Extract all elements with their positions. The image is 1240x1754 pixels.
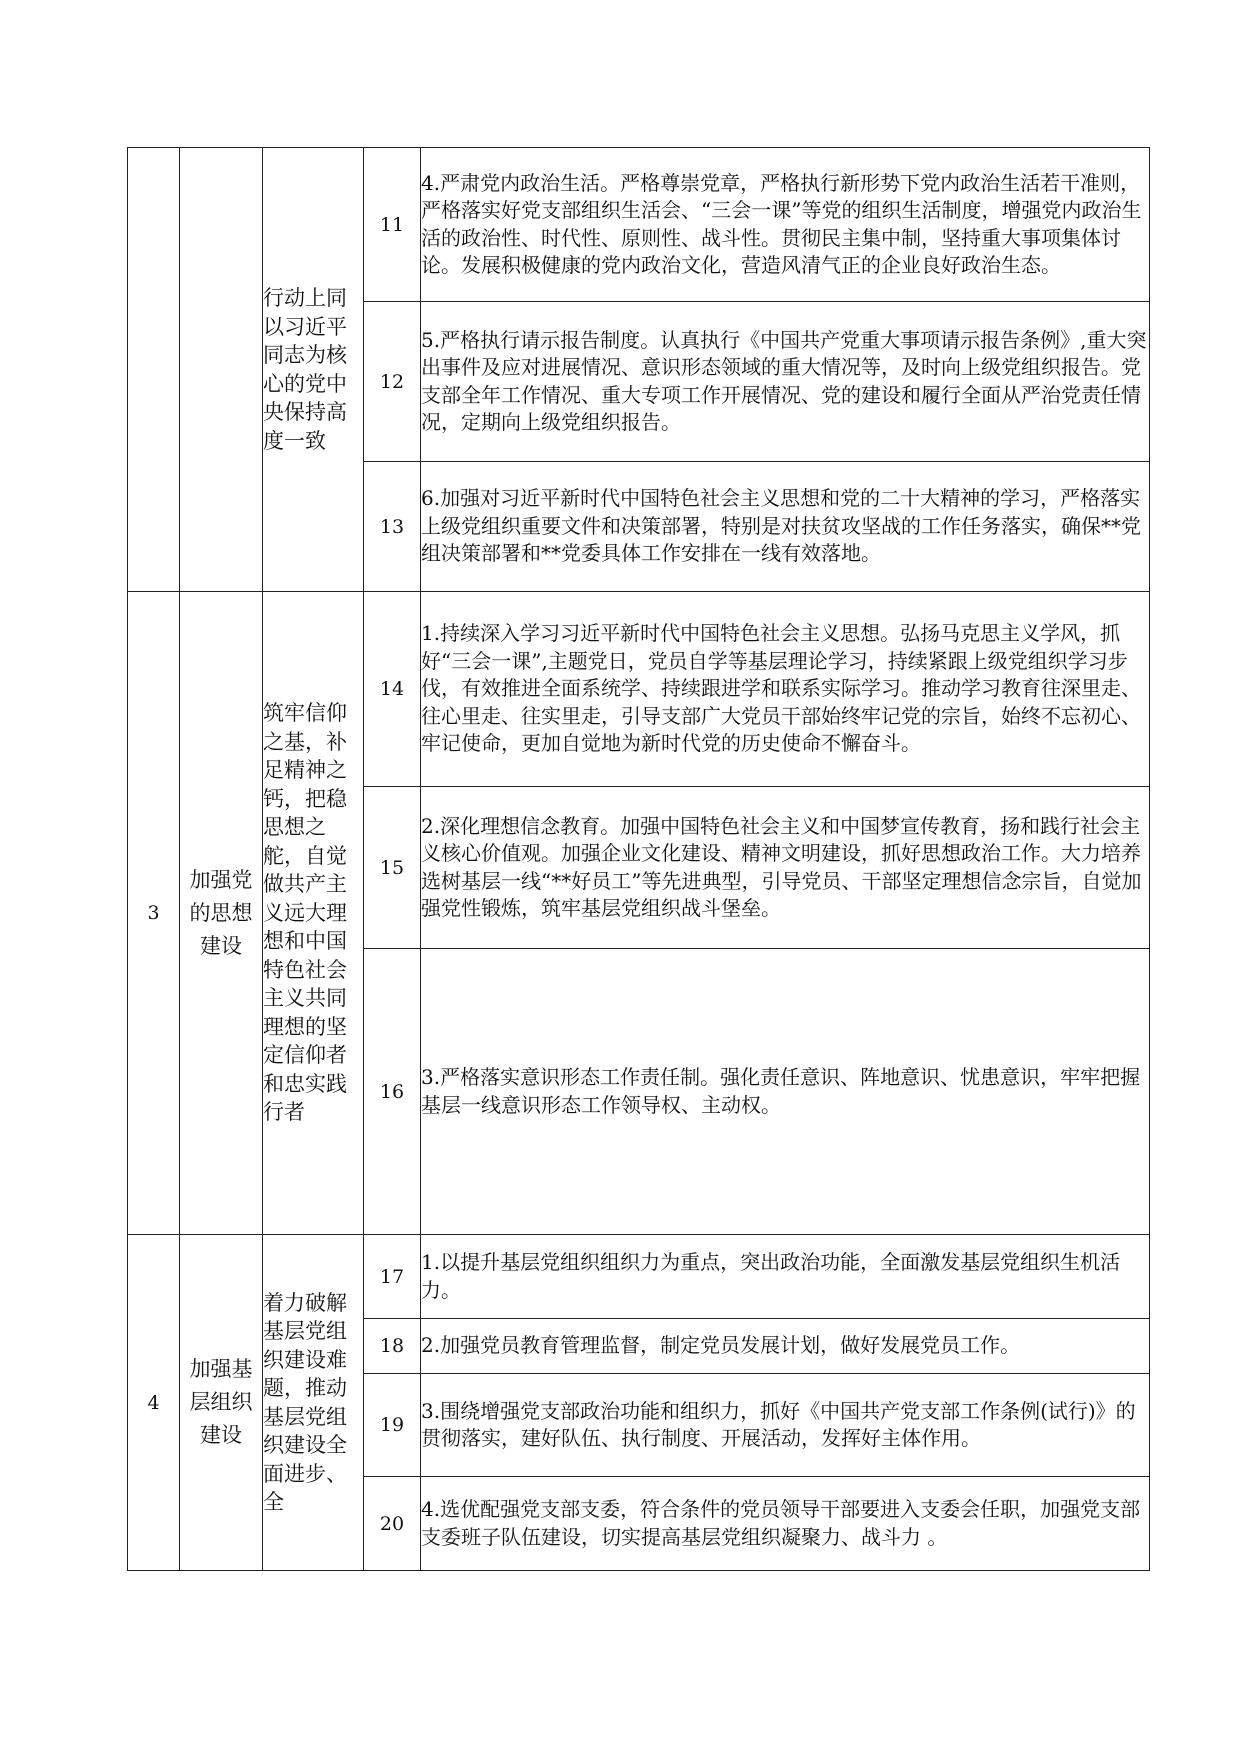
table-row: [128, 592, 1150, 787]
item-text: 3.严格落实意识形态工作责任制。强化责任意识、阵地意识、忧患意识，牢牢把握基层一线意识形态工作领导权、主动权。: [421, 949, 1150, 1235]
item-text: 2.深化理想信念教育。加强中国特色社会主义和中国梦宣传教育，扬和践行社会主义核心价值观。加强企业文化建设、精神文明建设，抓好思想政治工作。大力培养选树基层一线“**好员工”等先进典型，引导党员、干部坚定理想信念宗旨，自觉加强党性锻炼，筑牢基层党组织战斗堡垒。: [421, 787, 1150, 949]
section-goal: 行动上同以习近平同志为核心的党中央保持高度一致: [263, 148, 364, 592]
item-index: 19: [364, 1374, 421, 1477]
section-goal: 着力破解基层党组织建设难题，推动基层党组织建设全面进步、全: [263, 1235, 364, 1571]
item-text: 2.加强党员教育管理监督，制定党员发展计划，做好发展党员工作。: [421, 1319, 1150, 1374]
section-category: [180, 148, 263, 592]
table-row: [128, 148, 1150, 302]
item-text: 3.围绕增强党支部政治功能和组织力，抓好《中国共产党支部工作条例(试行)》的贯彻落实，建好队伍、执行制度、开展活动，发挥好主体作用。: [421, 1374, 1150, 1477]
section-number: 3: [128, 592, 180, 1235]
item-index: 18: [364, 1319, 421, 1374]
section-number: [128, 148, 180, 592]
item-index: 12: [364, 302, 421, 462]
item-index: 17: [364, 1235, 421, 1319]
item-index: 20: [364, 1477, 421, 1571]
section-number: 4: [128, 1235, 180, 1571]
table-row: [128, 1235, 1150, 1319]
item-index: 16: [364, 949, 421, 1235]
item-text: 4.严肃党内政治生活。严格尊崇党章，严格执行新形势下党内政治生活若干准则，严格落实好党支部组织生活会、“三会一课”等党的组织生活制度，增强党内政治生活的政治性、时代性、原则性、战斗性。贯彻民主集中制，坚持重大事项集体讨论。发展积极健康的党内政治文化，营造风清气正的企业良好政治生态。: [421, 148, 1150, 302]
item-text: 6.加强对习近平新时代中国特色社会主义思想和党的二十大精神的学习，严格落实上级党组织重要文件和决策部署，特别是对扶贫攻坚战的工作任务落实，确保**党组决策部署和**党委具体工作安排在一线有效落地。: [421, 462, 1150, 592]
item-text: 5.严格执行请示报告制度。认真执行《中国共产党重大事项请示报告条例》,重大突出事件及应对进展情况、意识形态领域的重大情况等，及时向上级党组织报告。党支部全年工作情况、重大专项工作开展情况、党的建设和履行全面从严治党责任情况，定期向上级党组织报告。: [421, 302, 1150, 462]
item-text: 1.以提升基层党组织组织力为重点，突出政治功能，全面激发基层党组织生机活力。: [421, 1235, 1150, 1319]
item-text: 4.选优配强党支部支委，符合条件的党员领导干部要进入支委会任职，加强党支部支委班子队伍建设，切实提高基层党组织凝聚力、战斗力 。: [421, 1477, 1150, 1571]
section-category: 加强党的思想建设: [180, 592, 263, 1235]
item-index: 11: [364, 148, 421, 302]
section-goal: 筑牢信仰之基，补足精神之钙，把稳思想之舵，自觉做共产主义远大理想和中国特色社会主义共同理想的坚定信仰者和忠实践行者: [263, 592, 364, 1235]
item-index: 13: [364, 462, 421, 592]
section-category: 加强基层组织建设: [180, 1235, 263, 1571]
item-index: 14: [364, 592, 421, 787]
item-index: 15: [364, 787, 421, 949]
item-text: 1.持续深入学习习近平新时代中国特色社会主义思想。弘扬马克思主义学风，抓好“三会一课”,主题党日，党员自学等基层理论学习，持续紧跟上级党组织学习步伐，有效推进全面系统学、持续跟进学和联系实际学习。推动学习教育往深里走、往心里走、往实里走，引导支部广大党员干部始终牢记党的宗旨，始终不忘初心、牢记使命，更加自觉地为新时代党的历史使命不懈奋斗。: [421, 592, 1150, 787]
work-plan-table: [127, 147, 1150, 1571]
